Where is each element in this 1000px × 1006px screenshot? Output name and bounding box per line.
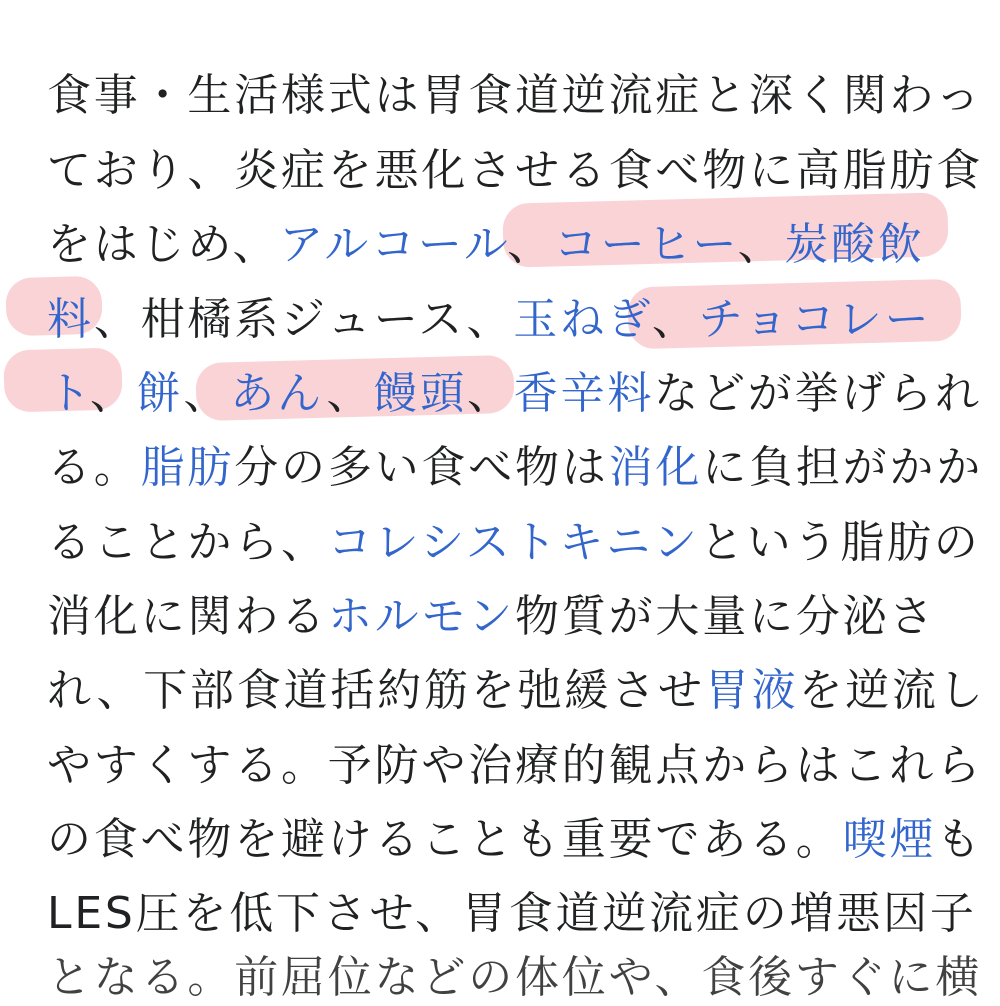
article-link[interactable]: コーヒー bbox=[553, 219, 738, 270]
text-run: を逆流し bbox=[798, 665, 986, 716]
text-line bbox=[47, 143, 983, 199]
text-run: 食事・生活様式は胃食道逆流症と深く関わっ bbox=[47, 70, 983, 121]
text-run: 、 bbox=[651, 294, 699, 345]
text-run: 分の多い食べ物は bbox=[234, 442, 609, 493]
text-line bbox=[47, 738, 983, 794]
text-run: LES圧を低下させ、胃食道逆流症の増悪因子 bbox=[47, 888, 977, 939]
text-run: 、 bbox=[326, 368, 374, 419]
text-run: 、 bbox=[466, 368, 514, 419]
article-link[interactable]: コレシストキニン bbox=[327, 517, 700, 568]
text-run: も bbox=[936, 814, 984, 865]
text-run: となる。前屈位などの体位や、食後すぐに横 bbox=[47, 952, 983, 1003]
text-run: などが挙げられ bbox=[654, 368, 982, 419]
text-run: という脂肪の bbox=[699, 517, 981, 568]
text-run: 物質が大量に分泌さ bbox=[515, 591, 937, 642]
text-run: 、 bbox=[183, 368, 231, 419]
text-run: ており、炎症を悪化させる食べ物に高脂肪食 bbox=[47, 145, 983, 196]
text-line bbox=[47, 812, 983, 868]
article-link[interactable]: ト bbox=[47, 368, 90, 419]
article-link[interactable]: 玉ねぎ bbox=[513, 294, 652, 345]
article-link[interactable]: 炭酸飲 bbox=[784, 219, 925, 270]
article-link[interactable]: ホルモン bbox=[327, 591, 516, 642]
text-line bbox=[47, 292, 931, 348]
text-line bbox=[47, 589, 936, 645]
text-line-partial bbox=[47, 950, 982, 1006]
text-run: やすくする。予防や治療的観点からはこれら bbox=[47, 740, 983, 791]
text-run: 消化に関わる bbox=[47, 591, 328, 642]
article-link[interactable]: チョコレー bbox=[698, 294, 932, 345]
article-link[interactable]: アルコール bbox=[279, 219, 508, 270]
text-line bbox=[47, 663, 986, 719]
text-run: をはじめ、 bbox=[47, 219, 280, 270]
text-line bbox=[47, 440, 983, 496]
text-line bbox=[47, 366, 982, 422]
article-link[interactable]: 喫煙 bbox=[842, 814, 937, 865]
article-link[interactable]: 餅 bbox=[136, 368, 184, 419]
text-line bbox=[47, 515, 981, 571]
article-link[interactable]: 饅頭 bbox=[373, 368, 467, 419]
article-link[interactable]: 胃液 bbox=[704, 665, 799, 716]
text-run: の食べ物を避けることも重要である。 bbox=[47, 814, 843, 865]
article-link[interactable]: 消化 bbox=[608, 442, 703, 493]
text-run: る。 bbox=[47, 442, 141, 493]
text-line bbox=[47, 68, 983, 124]
text-run: 、 bbox=[737, 219, 785, 270]
article-link[interactable]: 脂肪 bbox=[140, 442, 235, 493]
text-run: 、 bbox=[89, 368, 137, 419]
text-run: れ、下部食道括約筋を弛緩させ bbox=[47, 665, 705, 716]
article-link[interactable]: あん bbox=[230, 368, 327, 419]
text-line bbox=[47, 886, 977, 942]
text-run: 、 bbox=[507, 219, 554, 270]
text-line bbox=[47, 217, 925, 273]
article-link[interactable]: 香辛料 bbox=[513, 368, 655, 419]
text-run: 、柑橘系ジュース、 bbox=[93, 294, 514, 345]
text-run: ることから、 bbox=[47, 517, 328, 568]
article-link[interactable]: 料 bbox=[47, 294, 94, 345]
text-run: に負担がかか bbox=[702, 442, 984, 493]
